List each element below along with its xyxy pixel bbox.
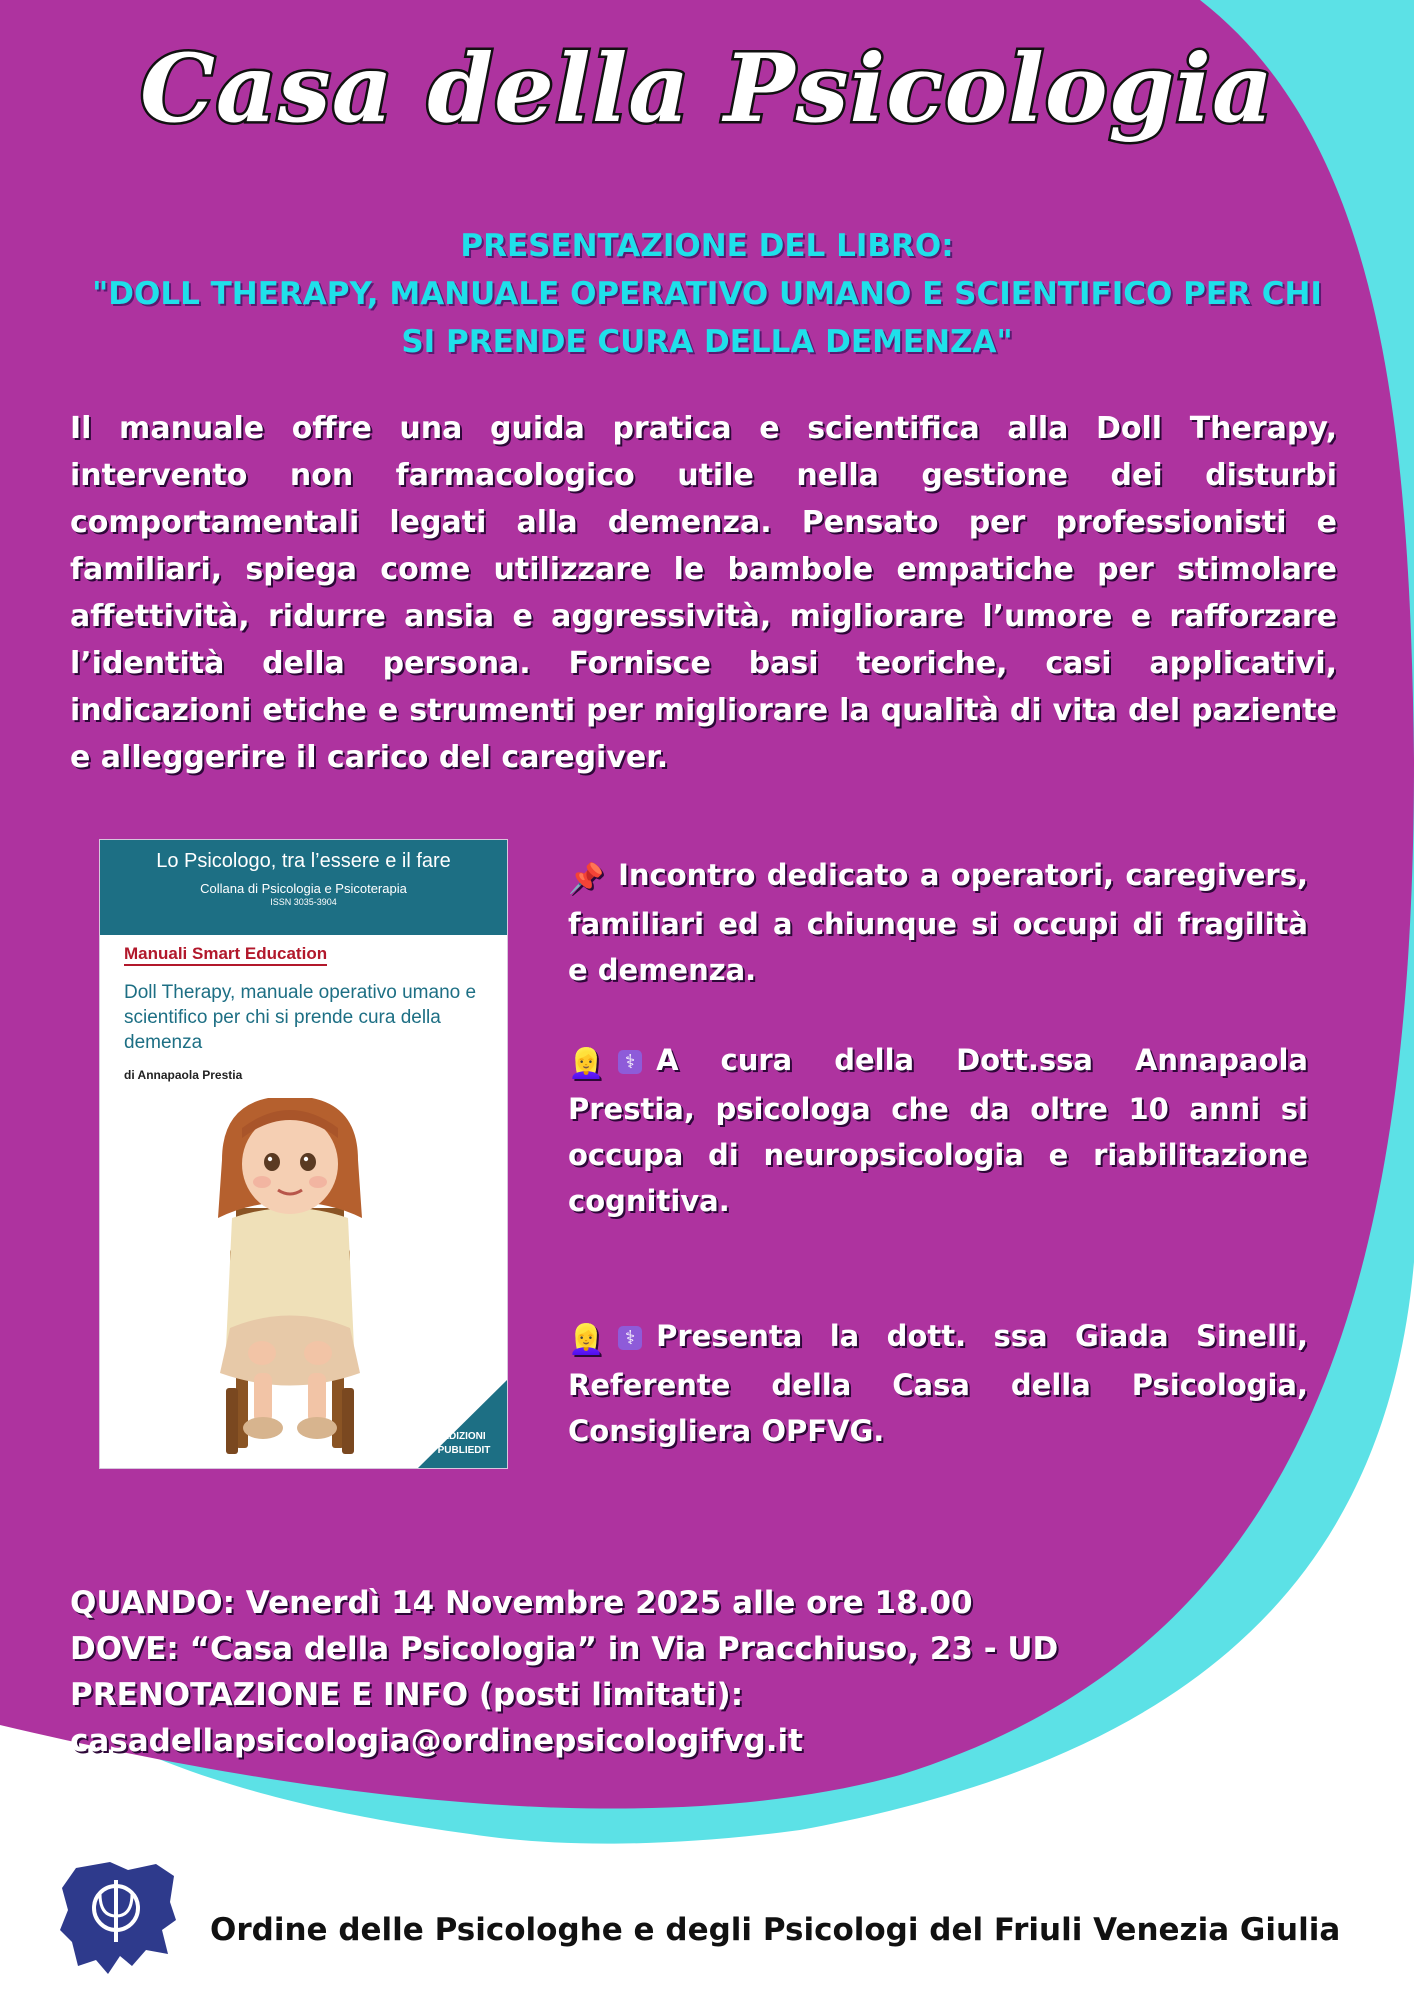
woman-icon: 👱‍♀️ [568, 1322, 605, 1356]
event-when: QUANDO: Venerdì 14 Novembre 2025 alle ore 18.00 [70, 1585, 973, 1621]
intro-paragraph: Il manuale offre una guida pratica e scientifica alla Doll Therapy, intervento non farmacologico utile nella gestione dei disturbi comportamentali legati alla demenza. Pensato per professionisti e familiari, spiega come utilizzare le bambole empatiche per stimolare affettività, ridurre ansia e aggressività, migliorare l’umore e rafforzare l’identità della persona. Fornisce basi teoriche, casi applicativi, indicazioni etiche e strumenti per migliorare la qualità di vita del paziente e alleggerire il carico del caregiver. [70, 411, 1337, 775]
medical-icon: ⚕ [618, 1050, 642, 1074]
info-text: Presenta la dott. ssa Giada Sinelli, Referente della Casa della Psicologia, Consigliera OPFVG. [568, 1319, 1308, 1448]
pushpin-icon: 📌 [568, 861, 605, 895]
event-details [70, 1580, 1220, 1764]
event-where: DOVE: “Casa della Psicologia” in Via Pracchiuso, 23 - UD [70, 1631, 1059, 1667]
woman-icon: 👱‍♀️ [568, 1046, 605, 1080]
book-series: Lo Psicologo, tra l’essere e il fare [156, 850, 451, 872]
heading-line: SI PRENDE CURA DELLA DEMENZA" [401, 324, 1013, 360]
organization-name: Ordine delle Psicologhe e degli Psicologi del Friuli Venezia Giulia [210, 1912, 1341, 1948]
book-collana-label: Manuali Smart Education [124, 944, 327, 966]
info-text: A cura della Dott.ssa Annapaola Prestia, psicologa che da oltre 10 anni si occupa di neuropsicologia e riabilitazione cognitiva. [568, 1043, 1308, 1218]
book-cover-band [100, 840, 507, 935]
book-collection: Collana di Psicologia e Psicoterapia [200, 881, 407, 896]
publisher-line: PUBLIEDIT [437, 1445, 491, 1456]
book-issn: ISSN 3035-3904 [270, 897, 337, 907]
doll-illustration [170, 1098, 410, 1458]
book-presentation-heading [70, 222, 1344, 366]
event-email[interactable]: casadellapsicologia@ordinepsicologifvg.it [70, 1723, 803, 1759]
medical-icon: ⚕ [618, 1326, 642, 1350]
book-author: di Annapaola Prestia [124, 1068, 243, 1082]
book-title: Doll Therapy, manuale operativo umano e scientifico per chi si prende cura della demenza [124, 982, 477, 1053]
publisher-name [429, 1430, 499, 1458]
heading-line: "DOLL THERAPY, MANUALE OPERATIVO UMANO E SCIENTIFICO PER CHI [92, 276, 1322, 312]
heading-line: PRESENTAZIONE DEL LIBRO: [460, 228, 954, 264]
publisher-badge [418, 1380, 507, 1468]
publisher-line: EDIZIONI [442, 1431, 486, 1442]
event-booking: PRENOTAZIONE E INFO (posti limitati): [70, 1677, 744, 1713]
info-presenter [568, 1313, 1308, 1454]
opfvg-logo [58, 1858, 178, 1976]
info-text: Incontro dedicato a operatori, caregivers, familiari ed a chiunque si occupi di fragilità e demenza. [568, 858, 1308, 987]
page-title: Casa della Psicologia [140, 34, 1274, 144]
info-curator [568, 1037, 1308, 1224]
info-target-audience [568, 852, 1308, 993]
book-cover [100, 840, 507, 1468]
